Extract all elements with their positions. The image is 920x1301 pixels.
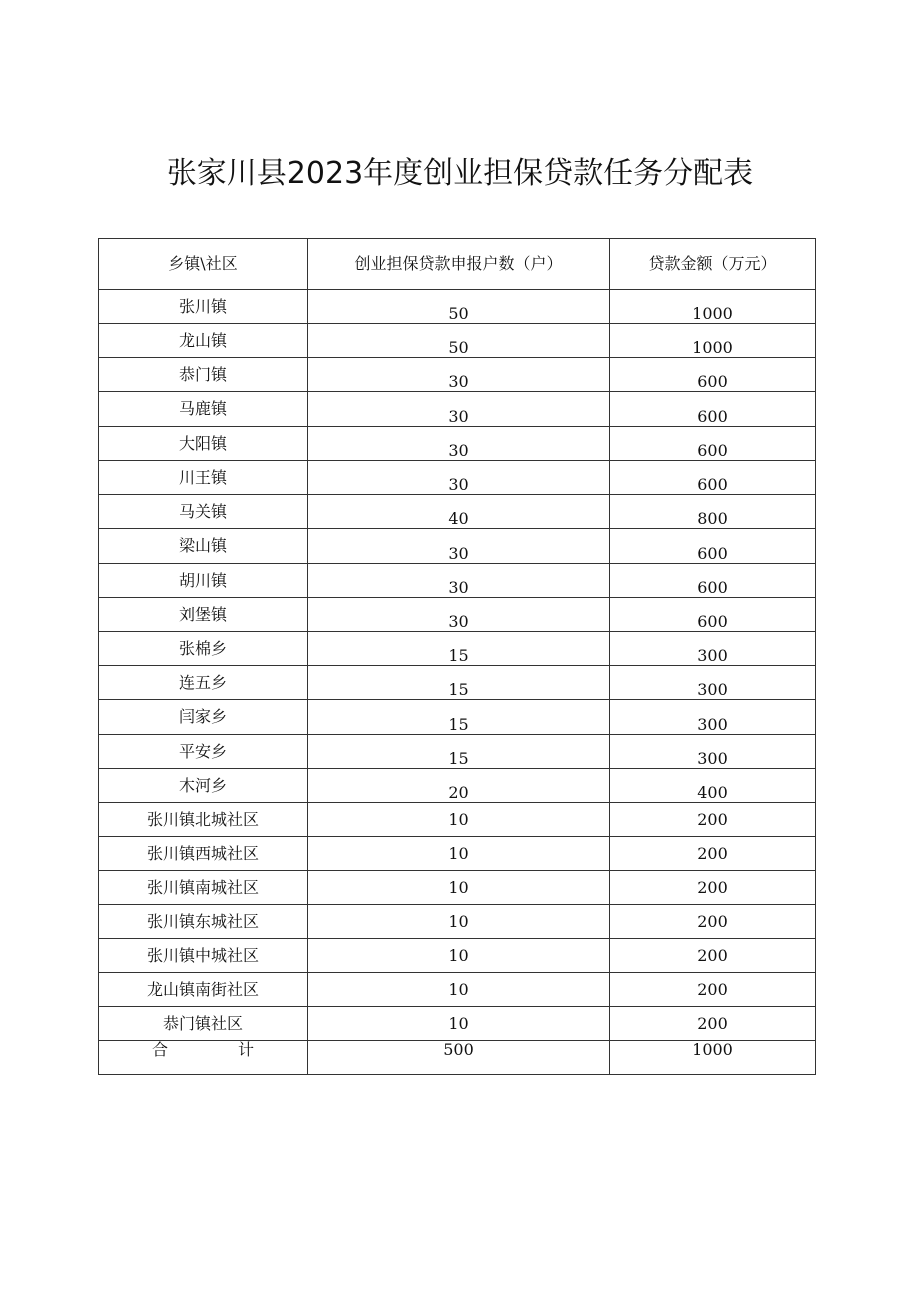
- households-cell: 10: [308, 939, 610, 973]
- amount-cell: 300: [610, 632, 816, 666]
- township-cell: 胡川镇: [99, 564, 308, 598]
- table-row: [99, 735, 816, 769]
- township-cell: 闫家乡: [99, 700, 308, 735]
- table-row: [99, 1007, 816, 1041]
- amount-cell: 300: [610, 735, 816, 769]
- table-row: [99, 495, 816, 529]
- township-cell: 张川镇西城社区: [99, 837, 308, 871]
- total-row: [99, 1041, 816, 1075]
- township-cell: 张川镇北城社区: [99, 803, 308, 837]
- table-header: [99, 239, 816, 290]
- households-cell: 10: [308, 1007, 610, 1041]
- households-cell: 30: [308, 358, 610, 392]
- township-cell: 刘堡镇: [99, 598, 308, 632]
- households-cell: 10: [308, 837, 610, 871]
- table-row: [99, 632, 816, 666]
- table-row: [99, 598, 816, 632]
- table-row: [99, 358, 816, 392]
- township-cell: 川王镇: [99, 461, 308, 495]
- households-cell: 50: [308, 324, 610, 358]
- township-cell: 木河乡: [99, 769, 308, 803]
- table-row: [99, 564, 816, 598]
- total-amount-cell: 1000: [610, 1041, 816, 1075]
- households-cell: 10: [308, 905, 610, 939]
- amount-cell: 200: [610, 871, 816, 905]
- table-row: [99, 973, 816, 1007]
- amount-cell: 300: [610, 666, 816, 700]
- amount-cell: 1000: [610, 290, 816, 324]
- allocation-table: [98, 238, 816, 1075]
- township-cell: 张川镇南城社区: [99, 871, 308, 905]
- amount-cell: 300: [610, 700, 816, 735]
- households-cell: 15: [308, 700, 610, 735]
- township-cell: 张棉乡: [99, 632, 308, 666]
- total-label-cell: [99, 1041, 308, 1075]
- amount-cell: 1000: [610, 324, 816, 358]
- amount-cell: 200: [610, 973, 816, 1007]
- table-row: [99, 392, 816, 427]
- total-households-cell: 500: [308, 1041, 610, 1075]
- table-row: [99, 939, 816, 973]
- amount-cell: 200: [610, 905, 816, 939]
- amount-cell: 600: [610, 564, 816, 598]
- households-cell: 30: [308, 529, 610, 564]
- amount-cell: 200: [610, 1007, 816, 1041]
- amount-cell: 200: [610, 837, 816, 871]
- header-township: 乡镇\社区: [99, 239, 308, 290]
- header-amount: 贷款金额（万元）: [610, 239, 816, 290]
- amount-cell: 200: [610, 803, 816, 837]
- table-row: [99, 769, 816, 803]
- township-cell: 恭门镇: [99, 358, 308, 392]
- households-cell: 10: [308, 803, 610, 837]
- total-label-he: 合: [151, 1040, 168, 1059]
- households-cell: 50: [308, 290, 610, 324]
- township-cell: 马鹿镇: [99, 392, 308, 427]
- table-row: [99, 666, 816, 700]
- township-cell: 平安乡: [99, 735, 308, 769]
- table-row: [99, 427, 816, 461]
- amount-cell: 600: [610, 392, 816, 427]
- households-cell: 30: [308, 392, 610, 427]
- total-label-ji: 计: [238, 1040, 255, 1059]
- township-cell: 张川镇东城社区: [99, 905, 308, 939]
- table-row: [99, 700, 816, 735]
- table-body: [99, 290, 816, 1075]
- households-cell: 30: [308, 427, 610, 461]
- township-cell: 梁山镇: [99, 529, 308, 564]
- township-cell: 龙山镇: [99, 324, 308, 358]
- township-cell: 大阳镇: [99, 427, 308, 461]
- amount-cell: 200: [610, 939, 816, 973]
- table-row: [99, 803, 816, 837]
- table-row: [99, 837, 816, 871]
- households-cell: 15: [308, 735, 610, 769]
- households-cell: 30: [308, 598, 610, 632]
- table-row: [99, 461, 816, 495]
- amount-cell: 800: [610, 495, 816, 529]
- table-row: [99, 290, 816, 324]
- households-cell: 10: [308, 973, 610, 1007]
- table-row: [99, 905, 816, 939]
- amount-cell: 600: [610, 427, 816, 461]
- township-cell: 张川镇中城社区: [99, 939, 308, 973]
- table-row: [99, 529, 816, 564]
- township-cell: 连五乡: [99, 666, 308, 700]
- township-cell: 张川镇: [99, 290, 308, 324]
- amount-cell: 600: [610, 461, 816, 495]
- households-cell: 20: [308, 769, 610, 803]
- households-cell: 30: [308, 564, 610, 598]
- households-cell: 15: [308, 666, 610, 700]
- page-title: 张家川县2023年度创业担保贷款任务分配表: [166, 156, 754, 191]
- households-cell: 30: [308, 461, 610, 495]
- table-row: [99, 324, 816, 358]
- township-cell: 马关镇: [99, 495, 308, 529]
- amount-cell: 600: [610, 598, 816, 632]
- township-cell: 龙山镇南街社区: [99, 973, 308, 1007]
- households-cell: 15: [308, 632, 610, 666]
- amount-cell: 400: [610, 769, 816, 803]
- township-cell: 恭门镇社区: [99, 1007, 308, 1041]
- households-cell: 40: [308, 495, 610, 529]
- header-households: 创业担保贷款申报户数（户）: [308, 239, 610, 290]
- amount-cell: 600: [610, 358, 816, 392]
- table-row: [99, 871, 816, 905]
- households-cell: 10: [308, 871, 610, 905]
- header-row: [99, 239, 816, 290]
- amount-cell: 600: [610, 529, 816, 564]
